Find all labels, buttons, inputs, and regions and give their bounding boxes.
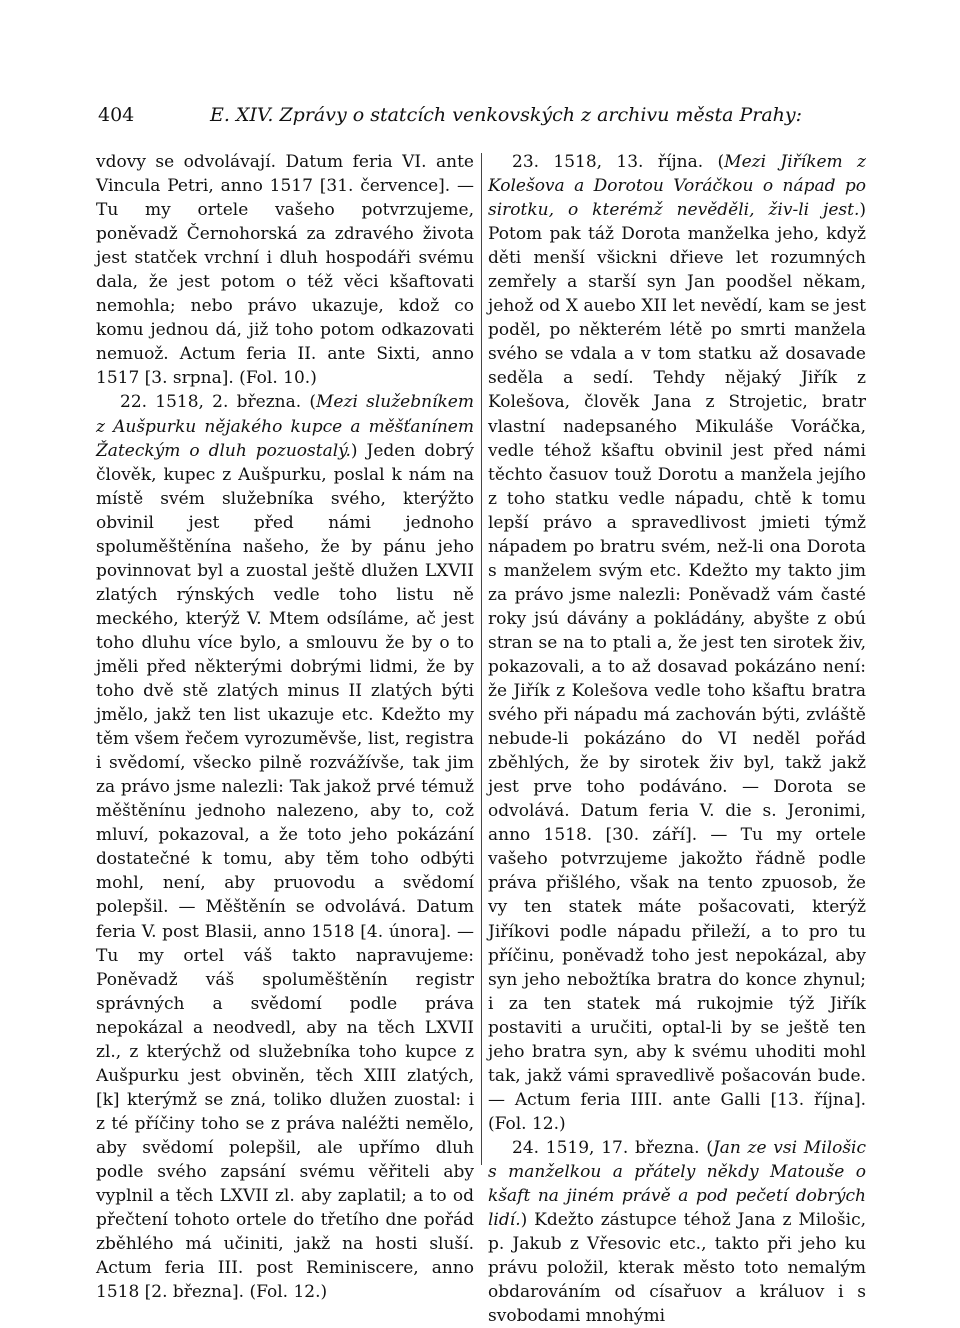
page-header <box>98 100 878 130</box>
paragraph-continuation: vdovy se odvolávají. Datum feria VI. ante Vincula Petri, anno 1517 [31. července]. — Tu my ortele vašeho potvrzujeme, poněvadž Černohorská za zdravého života jest statček vrchní i dluh hospodáři svému dala, že jest potom o též věci kšaftovati nemohla; nebo právo ukazuje, kdož co komu jednou dá, již toho potom odkazovati nemuož. Actum feria II. ante Sixti, anno 1517 [3. srpna]. (Fol. 10.) <box>96 152 474 389</box>
entry-23-body: ) Potom pak táž Dorota manželka jeho, když děti menší všickni dřieve let rozumných zemřely a starší syn Jan poodšel někam, jehož od X auebo XII let nevědí, kam se jest poděl, po některém létě po smrti manžela svého se vdala a v tom statku až dosavade seděla a sedí. Tehdy nějaký Jiřík z Kolešova, člověk Jana z Strojetic, bratr vlastní nadepsaného Mikuláše Voráčka, vedle téhož kšaftu obvinil jest před námi těchto časuov touž Dorotu a manžela jejího z toho statku vedle nápadu, chtě k tomu lepší právo a spravedlivost jmieti týmž nápadem po bratru svém, než-li ona Dorota s manželem svým etc. Kdežto my takto jim za právo jsme nalezli: Poněvadž vám časté roky jsú dávány a pokládány, abyšte z obú stran se na to ptali a, že jest ten sirotek živ, pokazovali, a to až dosavad pokázáno není: že Jiřík z Kolešova vedle toho kšaftu bratra svého při nápadu má zachován býti, zvláště nebude-li pokázáno do VI neděl pořád zběhlých, že by sirotek živ byl, takž jakž jest prve toho podáváno. — Dorota se odvolává. Datum feria V. die s. Jeronimi, anno 1518. [30. září]. — Tu my ortele vašeho potvrzujeme jakožto řádně podle práva přišlého, však na tento zpuosob, že vy ten statek máte pošacovati, kterýž Jiříkovi podle nápadu přileží, a to pro tu příčinu, poněvadž toho jest nepokázal, aby syn jeho nebožtíka bratra do konce zhynul; i za ten statek má rukojmie týž Jiřík postaviti a uručiti, optal-li by se ještě ten jeho bratra syn, aby k svému uhoditi mohl tak, jakž vámi spravedlivě pošacován bude. — Actum feria IIII. ante Galli [13. října]. (Fol. 12.) <box>488 200 866 1134</box>
entry-23-summary: Mezi Jiříkem z Kolešova a Dorotou Voráčkou o nápad po sirotku, o kterémž nevěděli, živ-li jest. <box>488 152 866 221</box>
entry-22-body: ) Jeden dobrý člověk, kupec z Aušpurku, poslal k nám na místě svém služebníka svého, kterýžto obvinil jest před námi jednoho spoluměštěnína našeho, že by pánu jeho povinnovat byl a zuostal ještě dlužen LXVII zlatých rýnských vedle toho listu ně meckého, kterýž V. Mtem odsíláme, ač jest toho dluhu více bylo, a smlouvu že by o to jměli před některými dobrými lidmi, že by toho dvě stě zlatých minus II zlatých býti jmělo, jakž ten list ukazuje etc. Kdežto my těm všem řečem vyrozuměvše, list, registra i svědomí, všecko pilně rozvážívše, tak jim za právo jsme nalezli: Tak jakož prvé témuž měštěnínu jednoho nalezeno, aby to, což mluví, pokazoval, a že toto jeho pokázání dostatečné k tomu, aby těm toho odbýti mohl, není, aby pruovodu a svědomí polepšil. — Měštěnín se odvolává. Datum feria V. post Blasii, anno 1518 [4. února]. — Tu my ortel váš takto napravujeme: Poněvadž váš spoluměštěnín registr správných a svědomí podle práva nepokázal a neodvedl, aby na těch LXVII zl., z kterýchž od služebníka toho kupce z Aušpurku jest obviněn, těch XIII zlatých, [k] kterýmž se zná, toliko dlužen zuostal: i z té příčiny toho se z práva naléžti nemělo, aby svědomí polepšil, ale upřímo dluh podle svého zapsání svému věřiteli aby vyplnil a těch LXVII zl. aby zaplatil; a to od přečtení tohoto ortele do třetího dne pořád zběhlého má učiniti, jakž na hosti sluší. Actum feria III. post Reminiscere, anno 1518 [2. března]. (Fol. 12.) <box>96 440 475 1303</box>
entry-23-lead: 23. 1518, 13. října. ( <box>512 152 725 172</box>
entry-22 <box>96 390 474 1304</box>
entry-24-summary: Jan ze vsi Milošic s manželkou a přátely někdy Matouše o kšaft na jiném právě a pod pečetí dobrých lidí. <box>488 1137 866 1231</box>
entry-24-body: ) Kdežto zástupce téhož Jana z Milošic, p. Jakub z Vřesovic etc., takto při jeho ku právu položil, kterak město toto nemalým obdarováním od císařuov a králuov i s svobodami mnohými <box>488 1210 866 1327</box>
entry-23 <box>488 150 866 1136</box>
entry-24-lead: 24. 1519, 17. března. ( <box>512 1137 713 1158</box>
entry-24 <box>488 1136 866 1328</box>
right-column <box>488 150 866 1328</box>
running-title: E. XIV. Zprávy o statcích venkovských z archivu města Prahy: <box>210 104 803 126</box>
entry-22-lead: 22. 1518, 2. března. ( <box>120 392 317 413</box>
page-number: 404 <box>98 104 135 126</box>
left-column <box>96 150 474 1304</box>
column-divider <box>481 153 482 1165</box>
entry-22-summary: Mezi služebníkem z Aušpurku nějakého kupce a měšťanínem Žateckým o dluh pozuostalý. <box>96 392 474 461</box>
